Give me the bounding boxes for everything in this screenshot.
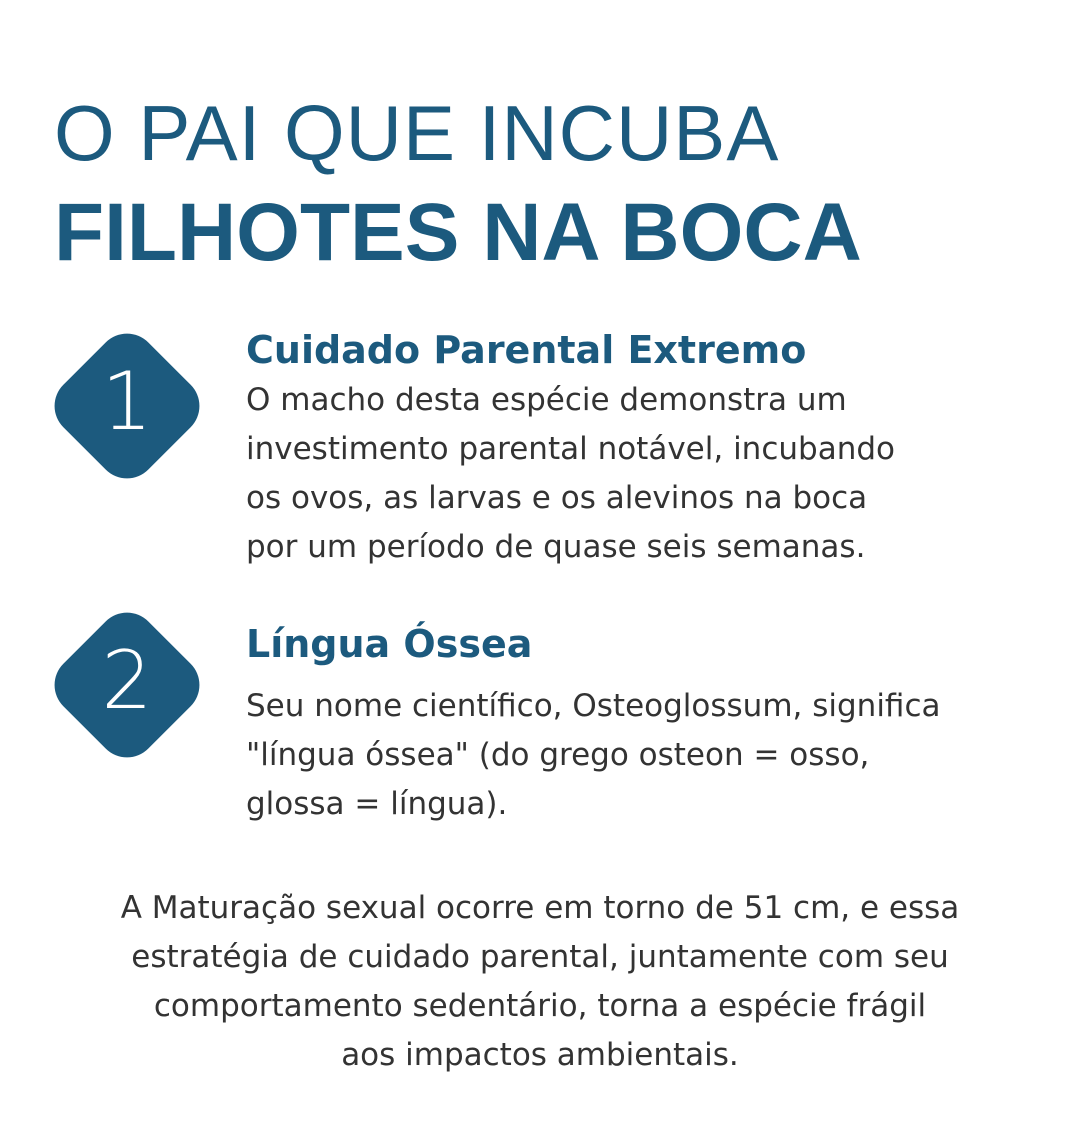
body-line: os ovos, as larvas e os alevinos na boca bbox=[246, 480, 868, 516]
title-line-2: FILHOTES NA BOCA bbox=[54, 187, 862, 278]
footer-paragraph bbox=[40, 884, 1040, 1080]
footer-line: A Maturação sexual ocorre em torno de 51 cm, e essa bbox=[120, 890, 960, 926]
item-body bbox=[246, 376, 895, 572]
title-line-1: O PAI QUE INCUBA bbox=[54, 89, 780, 177]
body-line: investimento parental notável, incubando bbox=[246, 431, 895, 467]
body-line: O macho desta espécie demonstra um bbox=[246, 382, 847, 418]
body-line: "língua óssea" (do grego osteon = osso, bbox=[246, 737, 870, 773]
item-heading: Cuidado Parental Extremo bbox=[246, 328, 807, 372]
number-badge-2: 2 bbox=[101, 634, 153, 727]
footer-line: estratégia de cuidado parental, juntamente com seu bbox=[131, 939, 949, 975]
body-line: glossa = língua). bbox=[246, 786, 508, 822]
body-line: por um período de quase seis semanas. bbox=[246, 529, 866, 565]
item-body bbox=[246, 682, 941, 829]
item-heading: Língua Óssea bbox=[246, 622, 533, 666]
footer-line: comportamento sedentário, torna a espécie frágil bbox=[153, 988, 927, 1024]
body-line: Seu nome científico, Osteoglossum, significa bbox=[246, 688, 941, 724]
number-badge-1: 1 bbox=[101, 355, 153, 448]
footer-line: aos impactos ambientais. bbox=[341, 1037, 739, 1073]
